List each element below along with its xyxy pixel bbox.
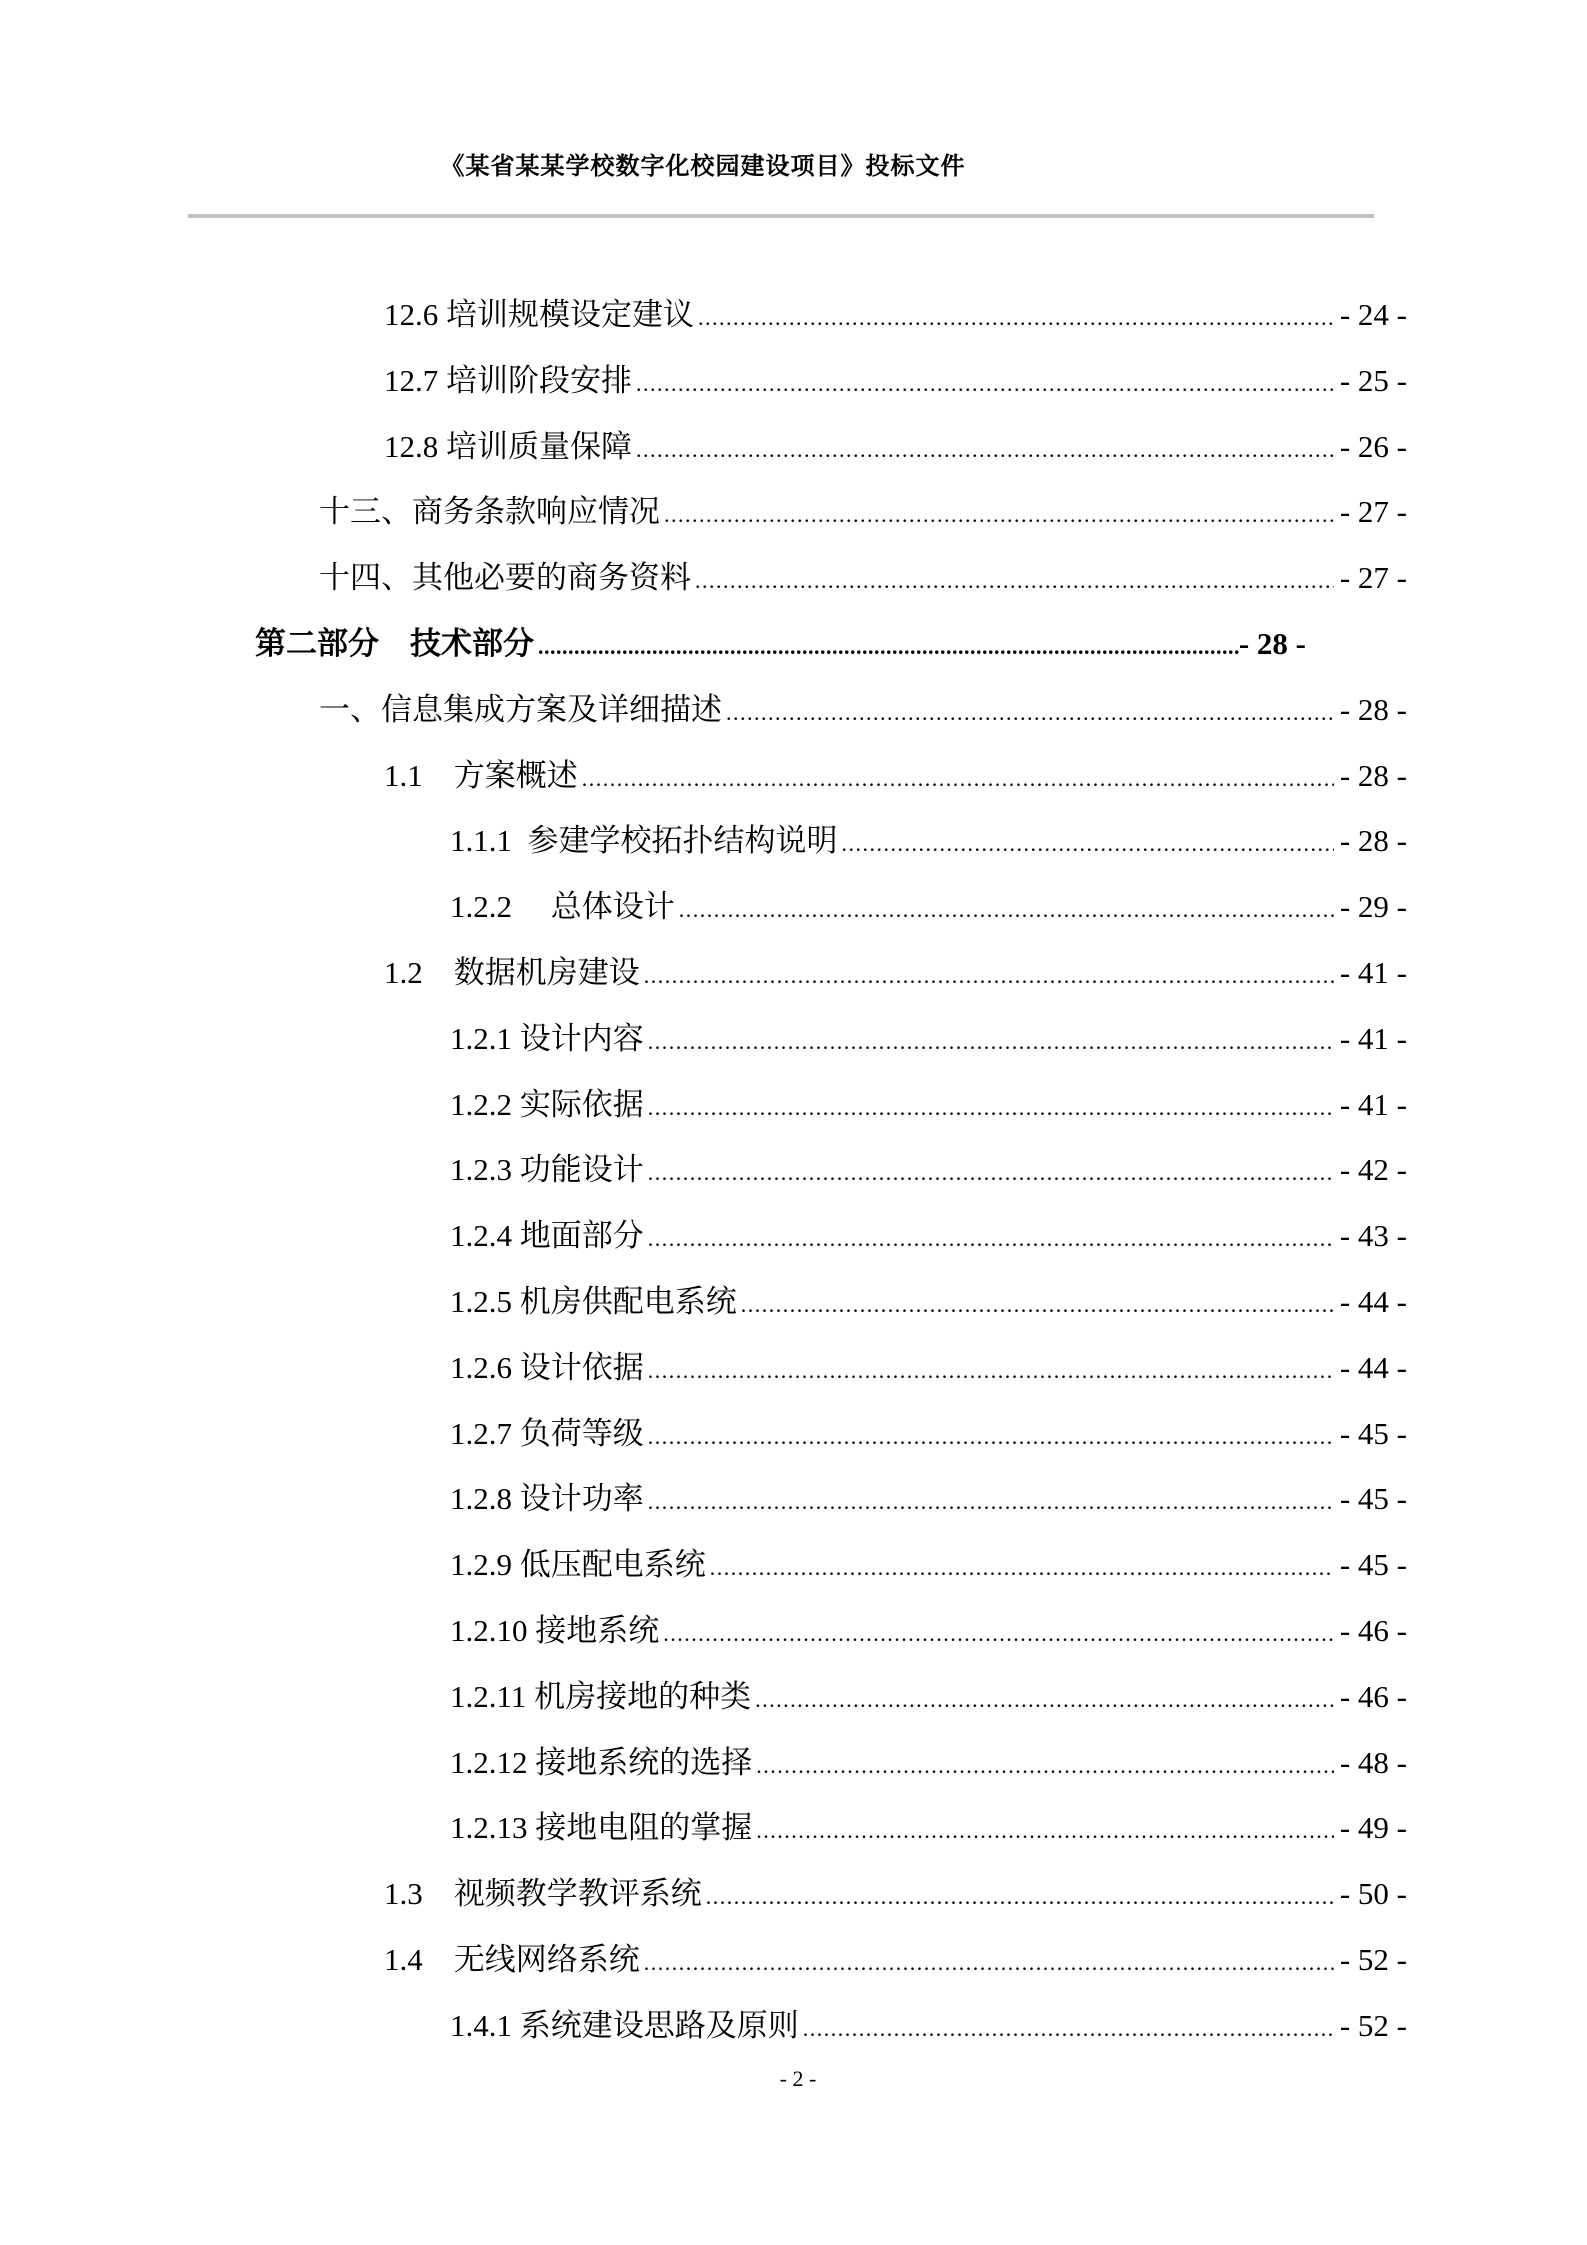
dot-leader [756,1808,1334,1854]
dot-leader [636,361,1334,407]
toc-entry-page: - 41 - [1339,1020,1407,1056]
dot-leader [538,624,1239,670]
toc-entry-page: - 48 - [1339,1744,1407,1780]
toc-entry[interactable] [450,1016,1407,1062]
toc-entry[interactable] [450,1608,1407,1654]
toc-entry[interactable] [450,818,1407,864]
dot-leader [741,1282,1334,1328]
dot-leader [648,1479,1334,1525]
toc-entry-page: - 45 - [1339,1547,1407,1583]
toc-entry[interactable] [384,424,1407,470]
toc-entry[interactable] [319,489,1407,535]
toc-entry-title: 1.2.2 实际依据 [450,1086,644,1122]
toc-entry[interactable] [384,292,1407,338]
toc-entry-title: 1.2 数据机房建设 [384,955,640,990]
dot-leader [582,756,1334,802]
dot-leader [648,1085,1334,1131]
toc-entry-title: 12.6 培训规模设定建议 [384,297,694,332]
toc-entry[interactable] [319,687,1407,733]
toc-entry[interactable] [450,1147,1407,1193]
toc-entry-page: - 28 - [1339,691,1407,727]
toc-entry-title: 1.2.1 设计内容 [450,1020,644,1056]
dot-leader [664,492,1334,538]
dot-leader [648,1019,1334,1065]
toc-entry-title: 1.2.2 总体设计 [450,889,675,925]
toc-entry-page: - 46 - [1339,1613,1407,1648]
toc-entry[interactable] [450,1674,1407,1720]
toc-entry-page: - 25 - [1339,362,1407,398]
header-divider [188,214,1374,218]
dot-leader [648,1150,1334,1196]
toc-entry[interactable] [384,753,1407,799]
dot-leader [755,1677,1334,1723]
dot-leader [756,1743,1334,1789]
toc-entry-title: 1.4 无线网络系统 [384,1942,640,1977]
toc-entry-title: 1.1 方案概述 [384,757,578,793]
toc-entry-page: - 42 - [1339,1152,1407,1188]
toc-entry-page: - 41 - [1339,955,1407,990]
toc-entry-page: - 29 - [1339,889,1407,925]
toc-entry-page: - 27 - [1339,494,1407,530]
toc-entry-title: 十三、商务条款响应情况 [319,494,660,530]
dot-leader [648,1348,1334,1394]
toc-entry-page: - 45 - [1339,1415,1407,1451]
dot-leader [648,1216,1334,1262]
toc-entry-title: 1.2.12 接地系统的选择 [450,1744,753,1780]
toc-entry-title: 12.8 培训质量保障 [384,428,632,464]
dot-leader [648,1414,1334,1460]
toc-entry[interactable] [450,1740,1407,1786]
toc-entry-page: - 52 - [1339,1942,1407,1977]
toc-entry[interactable] [450,2003,1407,2049]
toc-entry-page: - 27 - [1339,560,1407,596]
toc-entry-title: 12.7 培训阶段安排 [384,362,632,398]
toc-entry-page: - 28 - [1238,626,1306,661]
toc-entry[interactable] [450,1542,1407,1588]
toc-entry-title: 1.3 视频教学教评系统 [384,1876,702,1912]
dot-leader [710,1545,1334,1591]
toc-entry-title: 1.1.1 参建学校拓扑结构说明 [450,823,838,859]
dot-leader [644,1940,1334,1986]
dot-leader [663,1611,1334,1657]
toc-entry[interactable] [319,555,1407,601]
toc-entry-page: - 43 - [1339,1218,1407,1254]
toc-entry-title: 1.2.13 接地电阻的掌握 [450,1810,753,1846]
toc-entry[interactable] [450,1345,1407,1391]
toc-entry[interactable] [450,1082,1407,1128]
toc-entry-page: - 44 - [1339,1284,1407,1319]
dot-leader [679,887,1334,933]
dot-leader [644,953,1334,999]
document-header-title: 《某省某某学校数字化校园建设项目》投标文件 [440,154,966,180]
toc-entry[interactable] [384,1871,1407,1917]
toc-entry-title: 1.2.9 低压配电系统 [450,1547,706,1583]
toc-entry-title: 1.2.11 机房接地的种类 [450,1678,752,1714]
toc-entry-page: - 52 - [1339,2007,1407,2043]
toc-entry-page: - 44 - [1339,1349,1407,1385]
toc-entry[interactable] [384,358,1407,404]
dot-leader [726,690,1334,736]
dot-leader [803,2006,1334,2052]
toc-entry-title: 1.2.8 设计功率 [450,1481,644,1517]
toc-entry-title: 1.2.7 负荷等级 [450,1415,644,1451]
dot-leader [706,1874,1334,1920]
toc-entry-title: 1.2.3 功能设计 [450,1152,644,1188]
toc-entry-title: 1.2.10 接地系统 [450,1613,660,1648]
toc-entry-title: 一、信息集成方案及详细描述 [319,691,722,727]
toc-entry-page: - 28 - [1339,757,1407,793]
toc-entry[interactable] [450,1476,1407,1522]
toc-entry-title: 十四、其他必要的商务资料 [319,560,691,596]
toc-entry-page: - 24 - [1339,297,1407,332]
toc-entry-title: 1.2.4 地面部分 [450,1218,644,1254]
toc-entry[interactable] [450,1411,1407,1457]
dot-leader [698,295,1334,341]
toc-entry-page: - 49 - [1339,1810,1407,1846]
toc-entry-page: - 46 - [1339,1678,1407,1714]
dot-leader [842,821,1334,867]
toc-entry[interactable] [450,1279,1407,1325]
toc-entry[interactable] [384,1937,1407,1983]
toc-entry-title: 1.2.5 机房供配电系统 [450,1284,737,1319]
toc-entry[interactable] [450,1805,1407,1851]
toc-entry-page: - 41 - [1339,1086,1407,1122]
toc-entry[interactable] [255,621,1306,667]
dot-leader [695,558,1334,604]
toc-entry-title: 1.4.1 系统建设思路及原则 [450,2007,799,2043]
toc-entry[interactable] [384,950,1407,996]
toc-entry-page: - 28 - [1339,823,1407,859]
toc-entry-page: - 26 - [1339,428,1407,464]
toc-entry-page: - 45 - [1339,1481,1407,1517]
toc-entry[interactable] [450,884,1407,930]
toc-entry-title: 第二部分 技术部分 [255,626,534,661]
page-number: - 2 - [779,2066,817,2091]
toc-entry-title: 1.2.6 设计依据 [450,1349,644,1385]
dot-leader [636,427,1334,473]
toc-entry-page: - 50 - [1339,1876,1407,1912]
toc-entry[interactable] [450,1213,1407,1259]
